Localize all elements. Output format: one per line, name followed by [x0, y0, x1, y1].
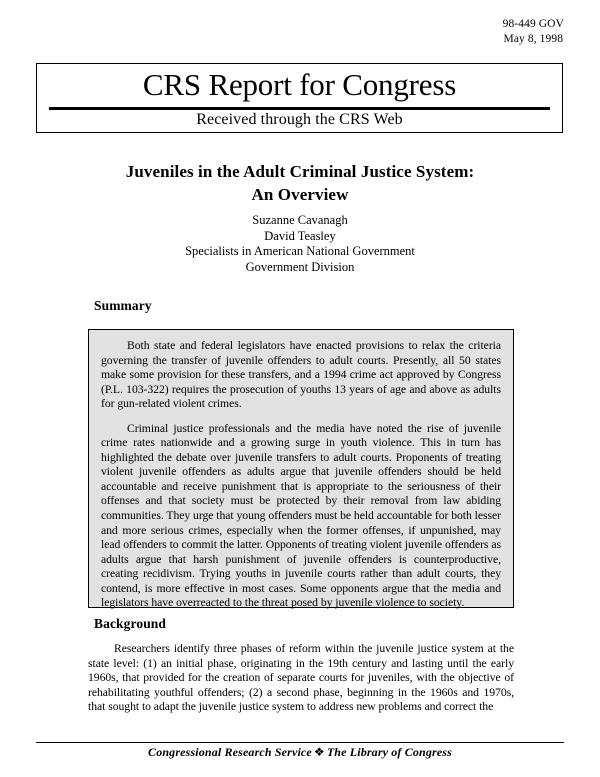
background-heading: Background	[94, 616, 167, 631]
report-number: 98-449 GOV	[502, 18, 564, 30]
footer-institution: The Library of Congress	[326, 745, 452, 759]
background-paragraph-1: Researchers identify three phases of reform within the juvenile justice system at the state level: (1) an initial phase, originating in the 19th century and lasting until the early 1960s, that provided for the creation of separate courts for juveniles, with the objective of rehabilitating youthful offenders; (2) a second phase, beginning in the 1960s and 1970s, that sought to adapt the juvenile justice system to address new problems and correct the	[88, 642, 514, 714]
masthead-title: CRS Report for Congress	[142, 67, 457, 102]
page-title-line-1: Juveniles in the Adult Criminal Justice System:	[125, 162, 475, 181]
summary-paragraph-1: Both state and federal legislators have enacted provisions to relax the criteria governing the transfer of juvenile offenders to adult courts. Presently, all 50 states make some provision for these transfers, and a 1994 crime act approved by Congress (P.L. 103-322) requires the prosecution of youths 13 years of age and above as adults for gun-related violent crimes.	[101, 339, 501, 411]
document-meta	[503, 17, 564, 46]
author-role: Specialists in American National Government	[185, 244, 415, 258]
author-block	[90, 213, 510, 275]
footer	[0, 745, 600, 760]
author-name-1: Suzanne Cavanagh	[252, 213, 348, 227]
author-division: Government Division	[245, 259, 355, 274]
page-title-line-2: An Overview	[251, 185, 349, 204]
summary-box	[88, 329, 514, 608]
diamond-icon: ❖	[313, 745, 325, 759]
page-title	[90, 160, 510, 206]
masthead-box	[36, 63, 563, 133]
footer-divider	[36, 742, 564, 743]
summary-heading: Summary	[94, 298, 152, 313]
footer-organization: Congressional Research Service	[148, 745, 312, 759]
masthead-subtitle: Received through the CRS Web	[196, 111, 403, 128]
report-date: May 8, 1998	[503, 32, 564, 45]
author-name-2: David Teasley	[264, 228, 336, 243]
summary-paragraph-2: Criminal justice professionals and the media have noted the rise of juvenile crime rates nationwide and a growing surge in youth violence. This in turn has highlighted the debate over juvenile transfers to adult courts. Proponents of treating violent juvenile offenders as adults argue that juvenile offenders should be held accountable and receive punishment that is appropriate to the seriousness of their offenses and that society must be protected by their removal from law abiding communities. They urge that young offenders must be held accountable for both lesser and more serious crimes, especially when the former offenses, if unpunished, may lead offenders to commit the latter. Opponents of treating violent juvenile offenders as adults argue that harsh punishment of juvenile offenders is counterproductive, creating recidivism. Trying youths in juvenile courts rather than adult courts, they contend, is more effective in most cases. Some opponents argue that the media and legislators have overreacted to the threat posed by juvenile violence to society.	[101, 421, 501, 610]
